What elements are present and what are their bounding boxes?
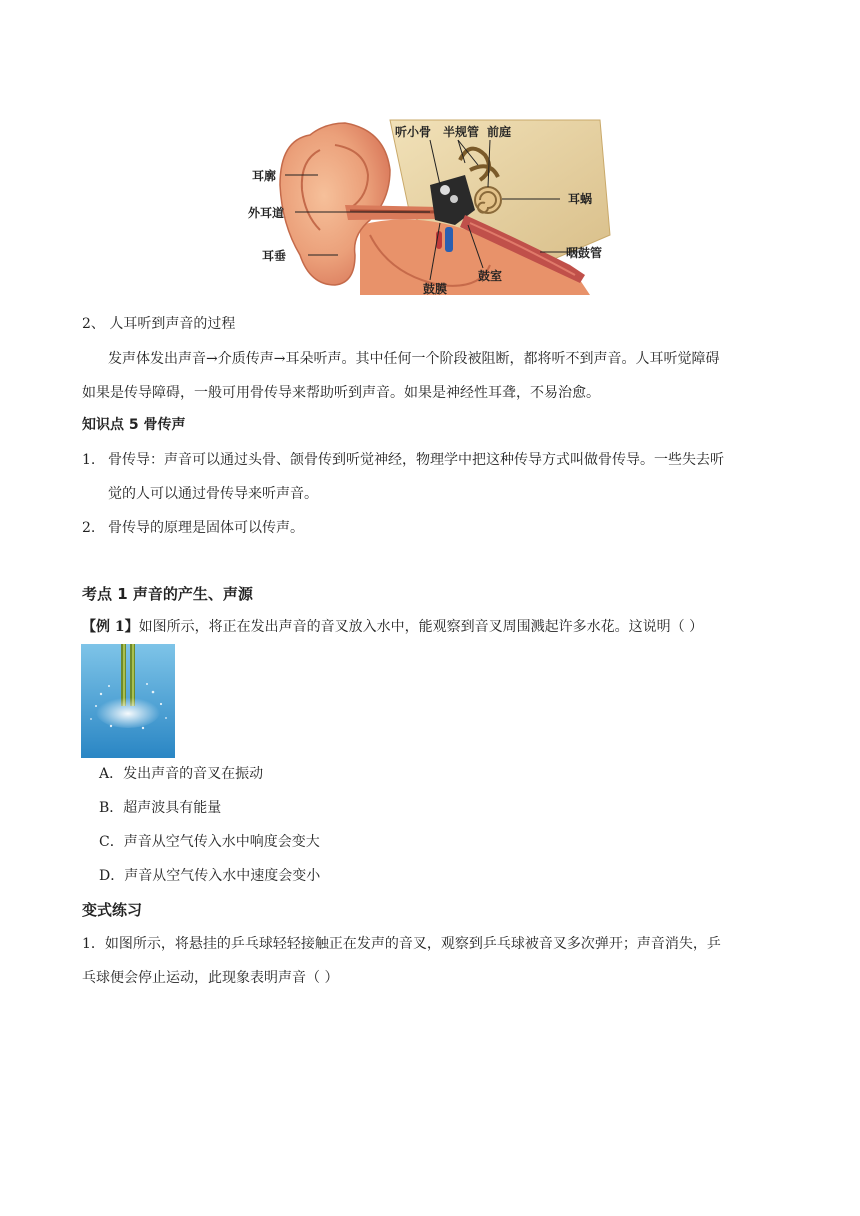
label-eustachian-tube: 咽鼓管 — [566, 246, 603, 260]
option-b: B．超声波具有能量 — [99, 800, 222, 816]
label-ossicles: 听小骨 — [395, 125, 432, 139]
exam1-title: 考点 1 声音的产生、声源 — [82, 585, 253, 603]
label-eardrum: 鼓膜 — [423, 282, 448, 296]
label-tympanic-cavity: 鼓室 — [478, 269, 503, 283]
ear-anatomy-illustration — [240, 115, 620, 300]
tuning-fork-illustration — [81, 644, 175, 758]
practice-title: 变式练习 — [82, 901, 143, 919]
exam1-question-row — [82, 617, 703, 637]
label-vestibule: 前庭 — [487, 125, 512, 139]
knowledge5-item1-number: 1. — [82, 452, 96, 468]
practice-q1-line2: 乓球便会停止运动，此现象表明声音（ ） — [82, 970, 339, 986]
tuning-fork-water-image — [81, 644, 175, 758]
knowledge5-title: 知识点 5 骨传声 — [82, 417, 186, 433]
knowledge5-item2-text: 骨传导的原理是固体可以传声。 — [108, 520, 304, 536]
label-ear-canal: 外耳道 — [248, 206, 285, 220]
knowledge5-item1-line1: 骨传导：声音可以通过头骨、颌骨传到听觉神经，物理学中把这种传导方式叫做骨传导。一些失去听 — [108, 452, 724, 468]
ear-anatomy-figure — [240, 115, 620, 300]
section2-heading: 2、 人耳听到声音的过程 — [82, 316, 236, 332]
knowledge5-item1-line2: 觉的人可以通过骨传导来听声音。 — [108, 486, 318, 502]
section2-paragraph-line2: 如果是传导障碍，一般可用骨传导来帮助听到声音。如果是神经性耳聋，不易治愈。 — [82, 385, 600, 401]
label-auricle: 耳廓 — [252, 169, 277, 183]
example-tag: 【例 1】 — [82, 619, 139, 635]
label-earlobe: 耳垂 — [262, 249, 287, 263]
option-a: A．发出声音的音叉在振动 — [99, 766, 264, 782]
option-d: D．声音从空气传入水中速度会变小 — [99, 868, 321, 884]
knowledge5-item2-number: 2. — [82, 520, 96, 536]
label-cochlea: 耳蜗 — [568, 192, 593, 206]
section2-paragraph-line1: 发声体发出声音→介质传声→耳朵听声。其中任何一个阶段被阻断，都将听不到声音。人耳听觉障碍 — [108, 351, 720, 367]
option-c: C．声音从空气传入水中响度会变大 — [99, 834, 320, 850]
practice-q1-line1: 1．如图所示，将悬挂的乒乓球轻轻接触正在发声的音叉，观察到乒乓球被音叉多次弹开；声音消失，乒 — [82, 936, 721, 952]
example-question: 如图所示，将正在发出声音的音叉放入水中，能观察到音叉周围溅起许多水花。这说明（ ） — [138, 619, 704, 635]
label-semicircular-canals: 半规管 — [443, 125, 480, 139]
